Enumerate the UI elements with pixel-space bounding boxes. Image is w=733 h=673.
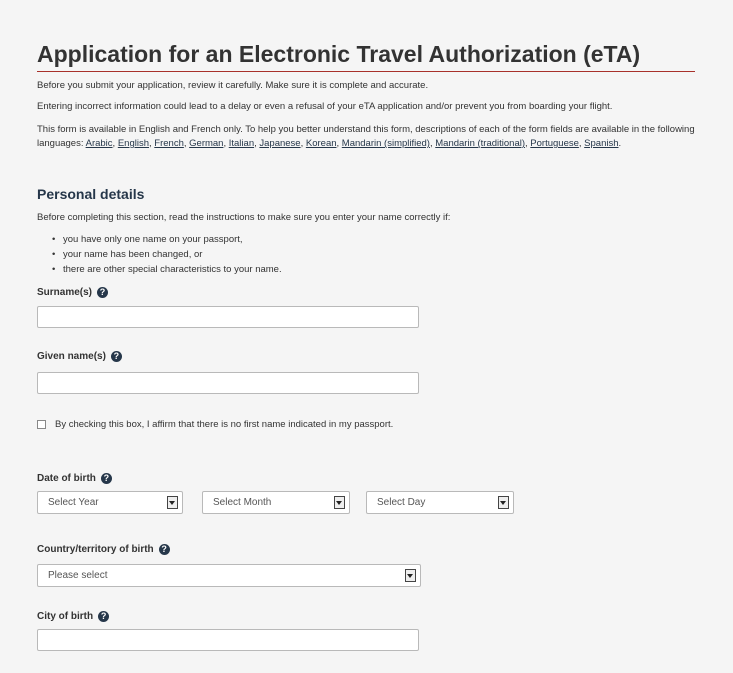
birth-day-value: Select Day xyxy=(377,497,426,508)
name-instructions: Before completing this section, read the instructions to make sure you enter your name correctly if: xyxy=(37,212,451,223)
language-link-mandarin-traditional[interactable]: Mandarin (traditional) xyxy=(435,138,526,149)
list-item: • there are other special characteristics to your name. xyxy=(52,262,282,277)
review-notice: Before you submit your application, review it carefully. Make sure it is complete and accurate. xyxy=(37,80,429,91)
chevron-down-icon[interactable] xyxy=(405,569,416,582)
separator: , xyxy=(183,138,190,149)
surname-label xyxy=(37,287,108,298)
chevron-down-icon[interactable] xyxy=(334,496,345,509)
languages-text: This form is available in English and French only. To help you better understand this form, descriptions of each of the form fields are available in the following languages: xyxy=(37,124,695,149)
no-first-name-checkbox[interactable] xyxy=(37,420,46,429)
language-link-arabic[interactable]: Arabic xyxy=(85,138,113,149)
surname-input[interactable] xyxy=(37,306,419,328)
separator: , xyxy=(578,138,585,149)
title-divider xyxy=(37,71,695,72)
country-of-birth-label xyxy=(37,544,170,555)
country-of-birth-label-text: Country/territory of birth xyxy=(37,544,154,555)
separator: . xyxy=(618,138,622,149)
language-link-spanish[interactable]: Spanish xyxy=(584,138,619,149)
chevron-down-icon[interactable] xyxy=(498,496,509,509)
city-of-birth-input[interactable] xyxy=(37,629,419,651)
separator: , xyxy=(429,138,436,149)
language-link-italian[interactable]: Italian xyxy=(228,138,255,149)
birth-month-select[interactable] xyxy=(202,491,350,514)
list-item: • your name has been changed, or xyxy=(52,247,282,262)
language-link-mandarin-simplified[interactable]: Mandarin (simplified) xyxy=(341,138,430,149)
language-link-french[interactable]: French xyxy=(154,138,184,149)
page-title: Application for an Electronic Travel Authorization (eTA) xyxy=(37,41,641,67)
city-of-birth-label-text: City of birth xyxy=(37,611,94,622)
separator: , xyxy=(112,138,118,149)
surname-label-text: Surname(s) xyxy=(37,287,93,298)
language-link-japanese[interactable]: Japanese xyxy=(259,138,301,149)
name-instructions-list xyxy=(52,232,282,277)
list-item: • you have only one name on your passport, xyxy=(52,232,282,247)
separator: , xyxy=(336,138,342,149)
help-icon[interactable]: ? xyxy=(101,473,112,484)
separator: , xyxy=(149,138,155,149)
birth-year-value: Select Year xyxy=(48,497,99,508)
language-links xyxy=(86,138,622,149)
country-of-birth-value: Please select xyxy=(48,570,108,581)
language-link-portuguese[interactable]: Portuguese xyxy=(530,138,579,149)
no-first-name-label[interactable]: By checking this box, I affirm that there is no first name indicated in my passport. xyxy=(55,419,394,430)
birth-month-value: Select Month xyxy=(213,497,272,508)
birth-year-select[interactable] xyxy=(37,491,183,514)
help-icon[interactable]: ? xyxy=(159,544,170,555)
chevron-down-icon[interactable] xyxy=(167,496,178,509)
section-heading-personal-details: Personal details xyxy=(37,186,145,202)
given-name-label-text: Given name(s) xyxy=(37,351,106,362)
country-of-birth-select[interactable] xyxy=(37,564,421,587)
date-of-birth-label xyxy=(37,473,112,484)
language-link-korean[interactable]: Korean xyxy=(305,138,337,149)
language-link-german[interactable]: German xyxy=(189,138,224,149)
date-of-birth-label-text: Date of birth xyxy=(37,473,96,484)
help-icon[interactable]: ? xyxy=(97,287,108,298)
help-icon[interactable]: ? xyxy=(111,351,122,362)
birth-day-select[interactable] xyxy=(366,491,514,514)
given-name-label xyxy=(37,351,122,362)
help-icon[interactable]: ? xyxy=(98,611,109,622)
languages-notice xyxy=(37,123,695,151)
language-link-english[interactable]: English xyxy=(117,138,149,149)
separator: , xyxy=(300,138,306,149)
separator: , xyxy=(525,138,531,149)
city-of-birth-label xyxy=(37,611,109,622)
separator: , xyxy=(223,138,229,149)
separator: , xyxy=(254,138,260,149)
given-name-input[interactable] xyxy=(37,372,419,394)
no-first-name-row xyxy=(37,419,393,430)
warning-notice: Entering incorrect information could lead to a delay or even a refusal of your eTA application and/or prevent you from boarding your flight. xyxy=(37,101,613,112)
